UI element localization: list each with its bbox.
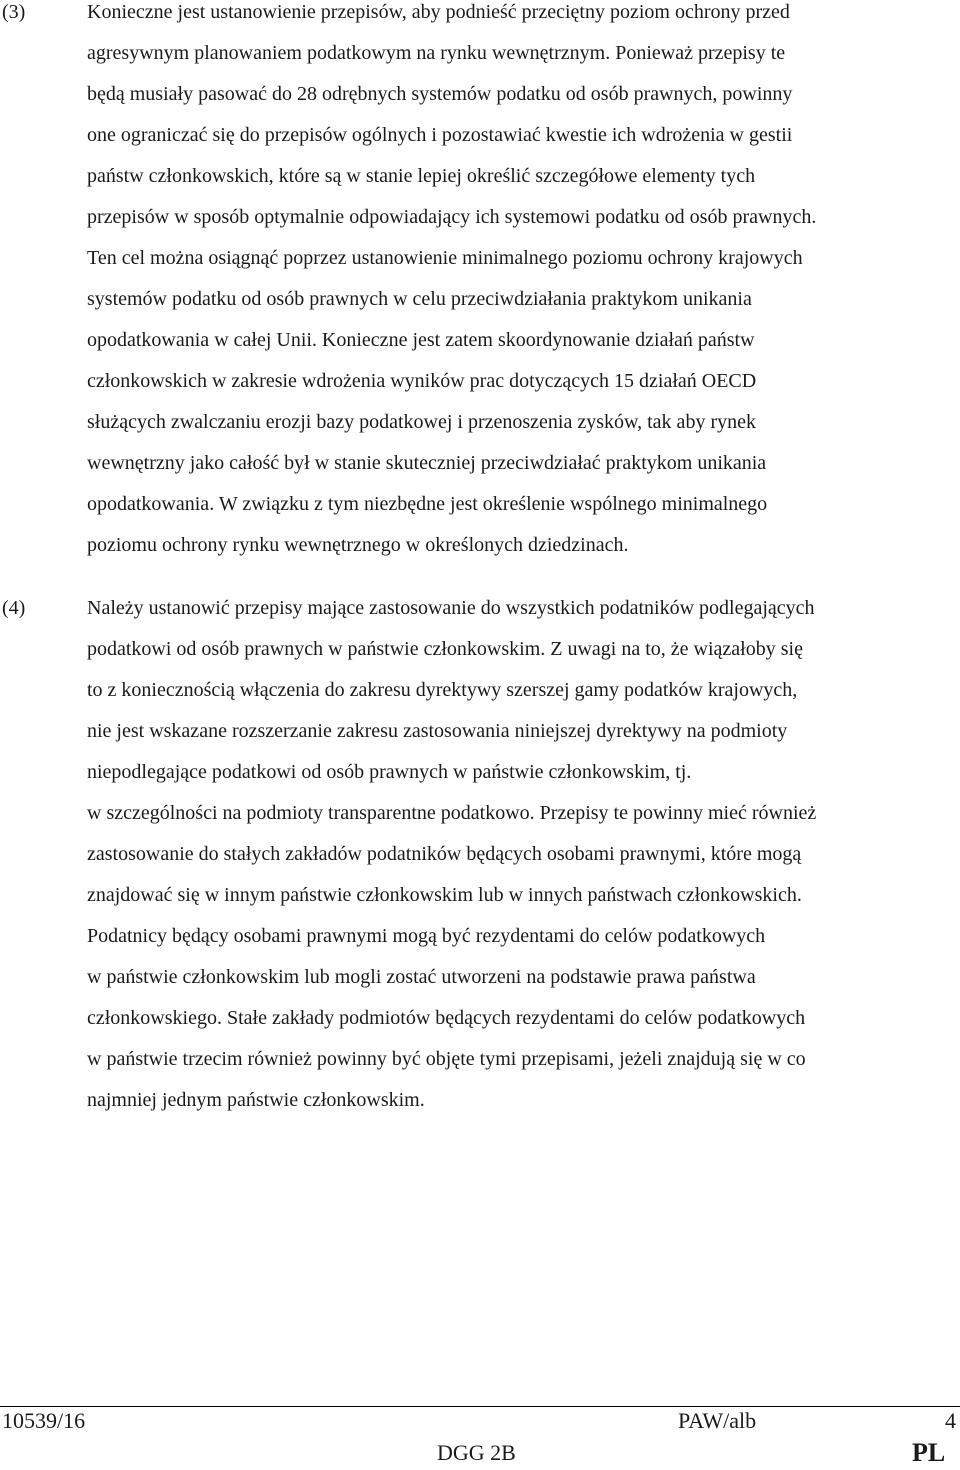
- text-line: członkowskiego. Stałe zakłady podmiotów będących rezydentami do celów podatkowych: [87, 1007, 806, 1029]
- paragraph-text: [87, 588, 816, 1121]
- paragraph-text: [87, 0, 816, 566]
- text-line: podatkowi od osób prawnych w państwie członkowskim. Z uwagi na to, że wiązałoby się: [87, 638, 803, 660]
- text-line: w szczególności na podmioty transparentne podatkowo. Przepisy te powinny mieć również: [87, 802, 817, 824]
- department-code: DGG 2B: [437, 1440, 516, 1465]
- text-line: systemów podatku od osób prawnych w celu przeciwdziałania praktykom unikania: [87, 288, 752, 310]
- text-line: niepodlegające podatkowi od osób prawnych w państwie członkowskim, tj.: [87, 761, 692, 783]
- text-line: zastosowanie do stałych zakładów podatników będących osobami prawnymi, które mogą: [87, 843, 802, 865]
- text-line: opodatkowania. W związku z tym niezbędne jest określenie wspólnego minimalnego: [87, 493, 768, 515]
- language-code: PL: [912, 1438, 946, 1467]
- paragraph-number: (3): [2, 1, 26, 23]
- text-line: przepisów w sposób optymalnie odpowiadający ich systemowi podatku od osób prawnych.: [87, 206, 817, 228]
- document-reference: 10539/16: [2, 1408, 86, 1433]
- text-line: Należy ustanowić przepisy mające zastosowanie do wszystkich podatników podlegających: [87, 597, 815, 619]
- text-line: nie jest wskazane rozszerzanie zakresu zastosowania niniejszej dyrektywy na podmioty: [87, 720, 788, 742]
- text-line: wewnętrzny jako całość był w stanie skuteczniej przeciwdziałać praktykom unikania: [87, 452, 767, 474]
- text-line: najmniej jednym państwie członkowskim.: [87, 1089, 425, 1111]
- author-initials: PAW/alb: [678, 1408, 757, 1433]
- text-line: agresywnym planowaniem podatkowym na rynku wewnętrznym. Ponieważ przepisy te: [87, 42, 786, 64]
- text-line: to z koniecznością włączenia do zakresu dyrektywy szerszej gamy podatków krajowych,: [87, 679, 798, 701]
- text-line: Ten cel można osiągnąć poprzez ustanowienie minimalnego poziomu ochrony krajowych: [87, 247, 803, 269]
- text-line: w państwie trzecim również powinny być objęte tymi przepisami, jeżeli znajdują się w co: [87, 1048, 806, 1070]
- text-line: znajdować się w innym państwie członkowskim lub w innych państwach członkowskich.: [87, 884, 802, 906]
- paragraph-number: (4): [2, 597, 26, 619]
- page-number: 4: [945, 1408, 956, 1433]
- text-line: w państwie członkowskim lub mogli zostać utworzeni na podstawie prawa państwa: [87, 966, 756, 988]
- text-line: one ograniczać się do przepisów ogólnych i pozostawiać kwestie ich wdrożenia w gestii: [87, 124, 793, 146]
- text-line: będą musiały pasować do 28 odrębnych systemów podatku od osób prawnych, powinny: [87, 83, 793, 105]
- text-line: członkowskich w zakresie wdrożenia wyników prac dotyczących 15 działań OECD: [87, 370, 757, 392]
- footer-divider: [0, 1406, 960, 1407]
- text-line: państw członkowskich, które są w stanie lepiej określić szczegółowe elementy tych: [87, 165, 756, 187]
- text-line: Podatnicy będący osobami prawnymi mogą być rezydentami do celów podatkowych: [87, 925, 766, 947]
- text-line: służących zwalczaniu erozji bazy podatkowej i przenoszenia zysków, tak aby rynek: [87, 411, 756, 433]
- text-line: opodatkowania w całej Unii. Konieczne jest zatem skoordynowanie działań państw: [87, 329, 755, 351]
- text-line: Konieczne jest ustanowienie przepisów, aby podnieść przeciętny poziom ochrony przed: [87, 1, 790, 23]
- text-line: poziomu ochrony rynku wewnętrznego w określonych dziedzinach.: [87, 534, 629, 556]
